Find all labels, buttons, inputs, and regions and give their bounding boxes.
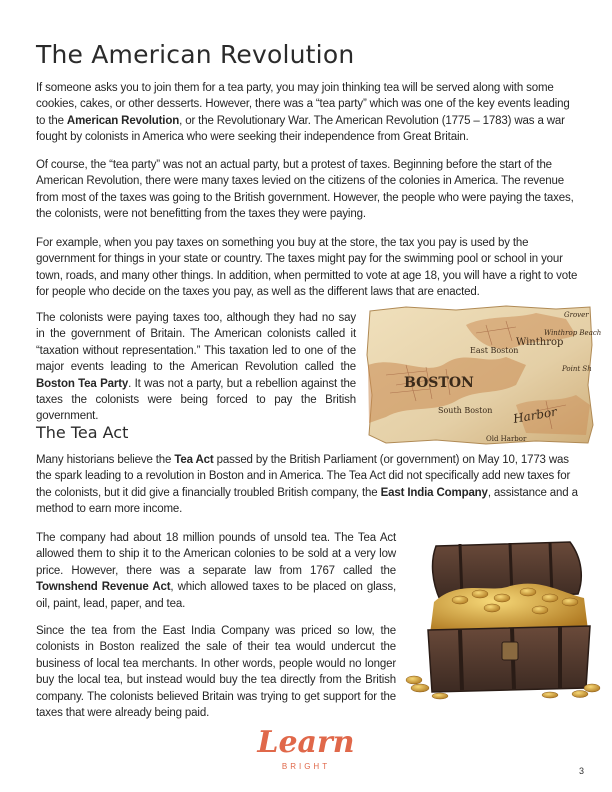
map-label-south-boston: South Boston xyxy=(438,406,493,415)
tea-party-paragraph: Of course, the “tea party” was not an actual party, but a protest of taxes. Beginning before the start of the American Revolution, there were many taxes levied on the citizens of the colonies in America. The revenue from most of the taxes was going to the British government. However, the people who were paying the taxes, the colonists, were not benefitting from the taxes they were paying. xyxy=(36,159,574,221)
map-label-boston: BOSTON xyxy=(404,375,474,391)
map-label-east-boston: East Boston xyxy=(470,346,519,355)
section-heading-tea-act: The Tea Act xyxy=(36,423,129,442)
term-boston-tea-party: Boston Tea Party xyxy=(36,377,129,390)
taxation-paragraph: The colonists were paying taxes too, although they had no say in the government of Britain. The American colonists called it “taxation without representation.” This taxation led to one of the major events leading to the American Revolution called the Boston Tea Party. It was not a party, but a rebellion against the taxes the colonists were being forced to pay the British government. xyxy=(36,312,357,423)
page-title: The American Revolution xyxy=(36,40,355,69)
colonists-paragraph: Since the tea from the East India Company was priced so low, the colonists in Boston realized the sale of their tea would undercut the business of local tea merchants. In other words, people would no longer buy the local tea, but instead would buy the tea directly from the British company. The colonists believed Britain was trying to get support for the taxes that were already being paid. xyxy=(36,625,396,720)
map-label-winthrop: Winthrop xyxy=(516,337,564,348)
boston-map-image xyxy=(366,305,602,445)
logo-subtext: BRIGHT xyxy=(281,762,331,771)
taxes-example-paragraph: For example, when you pay taxes on something you buy at the store, the tax you pay is used by the government for things in your state or country. The taxes might pay for the swimming pool or school in your town, roads, and many other things. In addition, when permitted to vote at age 18, you will have a right to vote for people who decide on the taxes you pay, as well as the different laws that are enacted. xyxy=(36,237,578,299)
logo-wordmark: Learn xyxy=(257,725,355,760)
map-label-beach: Winthrop Beach xyxy=(544,329,602,337)
intro-paragraph: If someone asks you to join them for a tea party, you may join thinking tea will be served along with some cookies, cakes, or other desserts. However, there was a “tea party” which was one of the key events leading to the American Revolution, or the Revolutionary War. The American Revolution (1775 – 1783) was a war fought by colonists in America who were seeking their independence from Great Britain. xyxy=(36,82,570,144)
map-label-harbor: Harbor xyxy=(512,404,558,426)
term-american-revolution: American Revolution xyxy=(66,114,180,127)
tea-act-paragraph: Many historians believe the Tea Act passed by the British Parliament (or government) on May 10, 1773 was the spark leading to a revolution in Boston and in America. The Tea Act did not specifically add new taxes for the colonists, but it did give a financially troubled British company, the East India Company, assistance and a method to earn more income. xyxy=(36,454,578,516)
term-tea-act: Tea Act xyxy=(174,454,214,466)
unsold-tea-paragraph: The company had about 18 million pounds of unsold tea. The Tea Act allowed them to ship it to the American colonies to be sold at a very low price. However, there was a separate law from 1767 called the Townshend Revenue Act, which allowed taxes to be placed on glass, oil, paint, lead, paper, and tea. xyxy=(36,532,396,610)
map-label-point: Point Sh xyxy=(562,365,592,373)
treasure-chest-image xyxy=(400,538,600,698)
learn-bright-logo xyxy=(250,726,362,782)
map-label-old-harbor: Old Harbor xyxy=(486,435,527,443)
page-number: 3 xyxy=(579,766,585,776)
term-townshend-act: Townshend Revenue Act xyxy=(36,581,171,594)
map-label-grover: Grover xyxy=(564,311,589,319)
term-east-india-company: East India Company xyxy=(380,486,488,499)
